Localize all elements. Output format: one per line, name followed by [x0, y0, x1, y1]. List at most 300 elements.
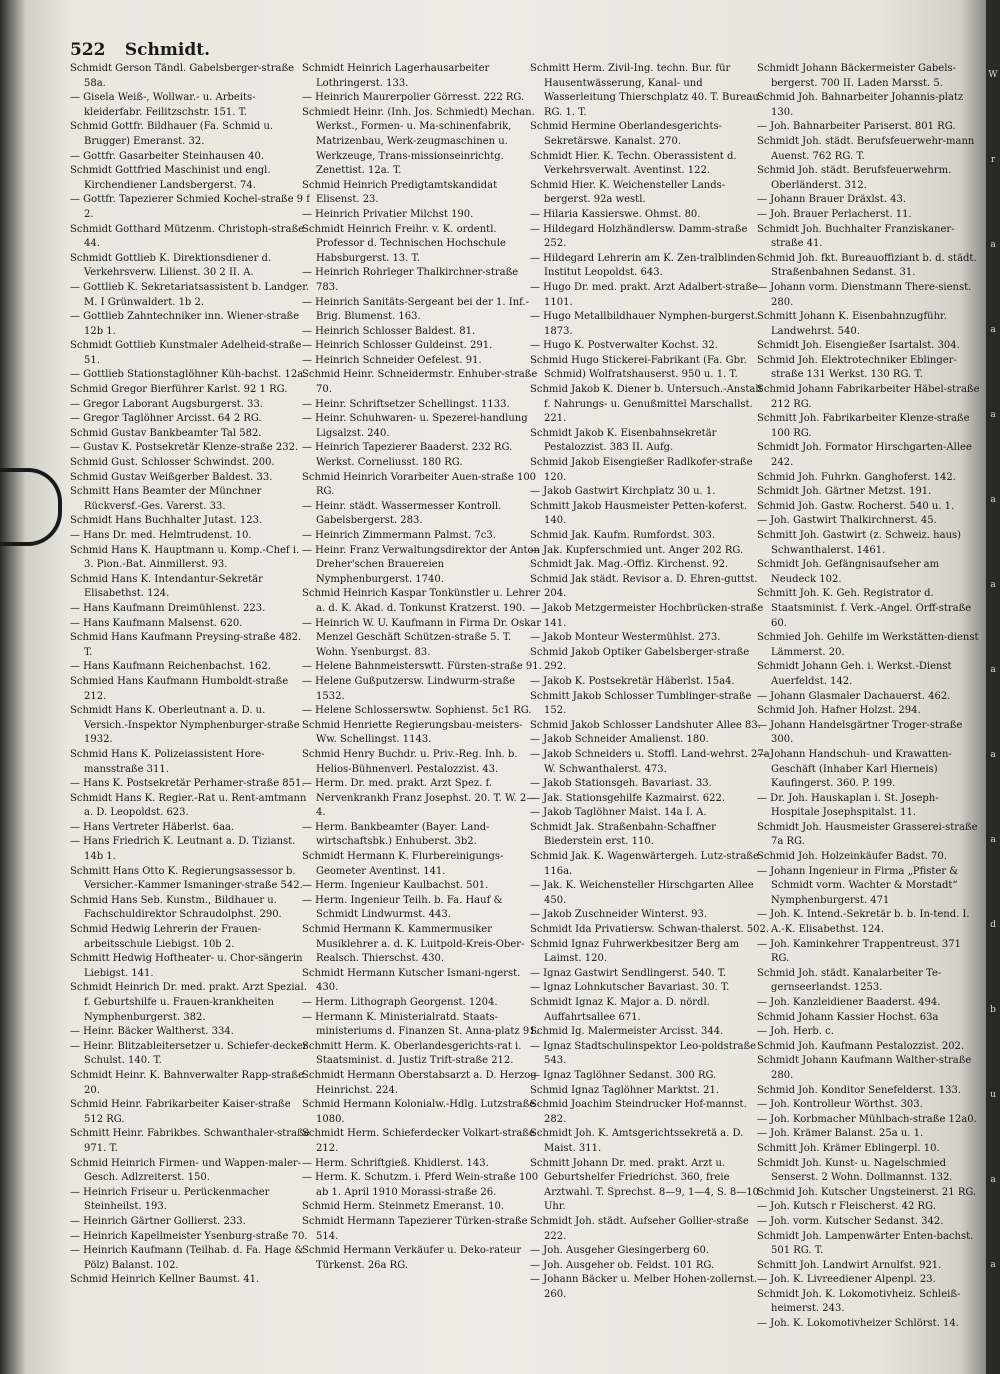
directory-entry: [530, 806, 770, 821]
directory-entry: [757, 1025, 982, 1040]
directory-entry: [530, 1040, 770, 1069]
entry-text: — Joh. Kaminkehrer Trappentreust. 371 RG.: [757, 938, 961, 965]
entry-text: — Hilaria Kassierswe. Ohmst. 80.: [530, 208, 701, 220]
directory-entry: [70, 1186, 310, 1215]
directory-entry: [530, 281, 770, 310]
entry-text: Schmid Joh. Konditor Senefelderst. 133.: [757, 1084, 962, 1096]
directory-entry: [70, 1127, 310, 1156]
directory-entry: [70, 1244, 310, 1273]
directory-entry: [530, 733, 770, 748]
directory-entry: [757, 1127, 982, 1142]
directory-entry: [530, 879, 770, 908]
directory-entry: [530, 179, 770, 208]
entry-text: Schmid Hans K. Polizeiassistent Hore-mansstraße 311.: [70, 748, 265, 775]
directory-entry: [530, 1215, 770, 1244]
entry-text: Schmid Heinrich Predigtamtskandidat Elisenst. 23.: [302, 179, 498, 206]
entry-text: Schmidt Heinrich Freihr. v. K. ordentl. Professor d. Technischen Hochschule Habsburgerst. 13. T.: [302, 223, 506, 264]
margin-letter: W: [988, 70, 998, 80]
entry-text: Schmitt Herm. Zivil-Ing. techn. Bur. für Hausentwässerung, Kanal- und Wasserleitung Thierschplatz 40. T. Bureau RG. 1. T.: [530, 63, 759, 118]
entry-text: Schmidt Joh. Hausmeister Grasserei-straße 7a RG.: [757, 821, 978, 848]
entry-text: — Heinrich Rohrleger Thalkirchner-straße 783.: [302, 267, 519, 293]
directory-entry: [302, 441, 542, 470]
directory-entry: [757, 690, 982, 705]
directory-entry: [530, 573, 770, 602]
directory-entry: [530, 981, 770, 996]
directory-entry: [757, 1040, 982, 1055]
entry-text: Schmid Gregor Bierführer Karlst. 92 1 RG.: [70, 384, 288, 396]
entry-text: Schmidt Joh. Buchhalter Franziskaner-straße 41.: [757, 223, 955, 250]
directory-entry: [70, 835, 310, 864]
entry-text: Schmid Joh. Fuhrkn. Ganghoferst. 142.: [757, 471, 956, 483]
directory-entry: [70, 252, 310, 281]
directory-entry: [70, 62, 310, 91]
entry-text: — Hans Kaufmann Malsenst. 620.: [70, 617, 243, 629]
directory-entry: [757, 1186, 982, 1201]
entry-text: Schmid Henriette Regierungsbau-meisters-Ww. Schellingst. 1143.: [302, 719, 523, 746]
entry-text: — Heinrich Gärtner Gollierst. 233.: [70, 1215, 246, 1227]
entry-text: — Hans Friedrich K. Leutnant a. D. Tizianst. 14b 1.: [70, 836, 296, 863]
entry-text: Schmid Gustav Bankbeamter Tal 582.: [70, 427, 262, 439]
directory-entry: [757, 865, 982, 909]
entry-text: Schmitt Joh. Krämer Eblingerpl. 10.: [757, 1142, 940, 1154]
directory-entry: [70, 631, 310, 660]
entry-text: Schmidt Hermann Oberstabsarzt a. D. Herzog Heinrichst. 224.: [302, 1069, 537, 1096]
entry-text: Schmid Ig. Malermeister Arcisst. 344.: [530, 1026, 724, 1038]
directory-entry: [302, 325, 542, 340]
entry-text: — Joh. Bahnarbeiter Pariserst. 801 RG.: [757, 121, 956, 133]
entry-text: Schmidt Jak. Straßenbahn-Schaffner Biederstein erst. 110.: [530, 821, 716, 848]
entry-text: — Hermann K. Ministerialratd. Staats-ministeriums d. Finanzen St. Anna-platz 91.: [302, 1011, 539, 1038]
directory-entry: [70, 339, 310, 368]
directory-entry: [302, 529, 542, 544]
directory-entry: [757, 354, 982, 383]
entry-text: — Hans Kaufmann Reichenbachst. 162.: [70, 661, 271, 673]
entry-text: — Johann Handschuh- und Krawatten-Geschäft (Inhaber Karl Hierneis) Kaufingerst. 360. P. 199.: [757, 748, 952, 790]
entry-text: Schmitt Hans Otto K. Regierungsassessor b. Versicher.-Kammer Ismaninger-straße 542.: [70, 865, 303, 892]
entry-text: — Joh. Korbmacher Mühlbach-straße 12a0.: [757, 1113, 977, 1125]
entry-text: — Joh. Kanzleidiener Baaderst. 494.: [757, 997, 941, 1008]
entry-text: — Jak. K. Weichensteller Hirschgarten Allee 450.: [530, 880, 754, 906]
directory-entry: [70, 821, 310, 836]
entry-text: — Heinr. Schuhwaren- u. Spezerei-handlung Ligsalzst. 240.: [302, 413, 528, 439]
directory-entry: [302, 296, 542, 325]
margin-letter: d: [990, 920, 996, 930]
margin-letter: a: [990, 325, 996, 335]
entry-text: Schmidt Hans Buchhalter Jutast. 123.: [70, 515, 263, 527]
directory-entry: [530, 967, 770, 982]
directory-entry: [757, 135, 982, 164]
entry-text: — Joh. Kutsch r Fleischerst. 42 RG.: [757, 1201, 936, 1213]
entry-text: — Heinr. städt. Wassermesser Kontroll. Gabelsbergerst. 283.: [302, 500, 502, 527]
directory-entry: [530, 821, 770, 850]
entry-text: — Heinrich Schlosser Baldest. 81.: [302, 325, 476, 337]
directory-entry: [757, 1259, 982, 1274]
directory-entry: [70, 514, 310, 529]
entry-text: — Johann Glasmaler Dachauerst. 462.: [757, 690, 951, 702]
directory-entry: [70, 310, 310, 339]
entry-text: — Joh. Krämer Balanst. 25a u. 1.: [757, 1128, 924, 1140]
entry-text: Schmidt Joh. Lampenwärter Enten-bachst. 501 RG. T.: [757, 1230, 974, 1257]
entry-text: — Gottfr. Tapezierer Schmied Kochel-straße 9 f 2.: [70, 194, 310, 220]
directory-entry: [530, 1098, 770, 1127]
entry-text: Schmid Jakob Eisengießer Radlkofer-straße 120.: [530, 457, 753, 483]
directory-entry: [70, 1215, 310, 1230]
directory-entry: [70, 792, 310, 821]
entry-text: Schmidt Heinrich Dr. med. prakt. Arzt Spezial. f. Geburtshilfe u. Frauen-krankheiten Nymphenburgerst. 382.: [70, 982, 307, 1023]
entry-text: — Helene Schlosserswtw. Sophienst. 5c1 RG.: [302, 705, 532, 717]
directory-entry: [530, 544, 770, 559]
entry-text: Schmid Ignaz Taglöhner Marktst. 21.: [530, 1084, 720, 1096]
directory-entry: [302, 821, 542, 850]
entry-text: Schmidt Joh. Eisengießer Isartalst. 304.: [757, 340, 960, 352]
entry-text: — Joh. K. Lokomotivheizer Schlörst. 14.: [757, 1318, 959, 1330]
running-head: Schmidt.: [124, 40, 210, 60]
entry-text: — Ignaz Stadtschulinspektor Leo-poldstraße 543.: [530, 1040, 757, 1067]
directory-entry: [302, 1244, 542, 1273]
entry-text: — Herm. Ingenieur Teilh. b. Fa. Hauf & Schmidt Lindwurmst. 443.: [302, 894, 503, 921]
directory-entry: [302, 660, 542, 675]
directory-entry: [70, 223, 310, 252]
margin-letter: a: [990, 1260, 996, 1270]
entry-text: — Gottlieb K. Sekretariatsassistent b. Landger. M. I Grünwaldert. 1b 2.: [70, 281, 310, 308]
directory-entry: [70, 675, 310, 704]
directory-entry: [70, 660, 310, 675]
entry-text: — Jakob K. Postsekretär Häberlst. 15a4.: [530, 675, 735, 687]
directory-entry: [757, 908, 982, 937]
entry-text: — Hans K. Postsekretär Perhamer-straße 851.: [70, 778, 305, 790]
directory-entry: [70, 91, 310, 120]
entry-text: — Heinrich Kapellmeister Ysenburg-straße 70.: [70, 1230, 308, 1242]
entry-text: — Gregor Taglöhner Arcisst. 64 2 RG.: [70, 413, 262, 425]
directory-entry: [70, 602, 310, 617]
entry-text: — Joh. Brauer Perlacherst. 11.: [757, 208, 912, 220]
directory-entry: [302, 223, 542, 267]
directory-entry: [70, 544, 310, 573]
page-number: 522: [70, 40, 106, 60]
entry-text: — Joh. K. Livreediener Alpenpl. 23.: [757, 1274, 936, 1286]
directory-entry: [530, 456, 770, 485]
entry-text: — Ignaz Lohnkutscher Bavariast. 30. T.: [530, 982, 730, 994]
directory-entry: [757, 252, 982, 281]
directory-entry: [757, 310, 982, 339]
entry-text: Schmid Hans K. Intendantur-Sekretär Elisabethst. 124.: [70, 573, 263, 600]
entry-text: — Herm. Ingenieur Kaulbachst. 501.: [302, 880, 489, 892]
directory-entry: [302, 208, 542, 223]
directory-entry: [70, 281, 310, 310]
directory-entry: [530, 938, 770, 967]
directory-entry: [302, 719, 542, 748]
entry-text: Schmid Jak städt. Revisor a. D. Ehren-guttst. 204.: [530, 573, 758, 600]
directory-entry: [70, 981, 310, 1025]
entry-text: — Helene Gußputzersw. Lindwurm-straße 1532.: [302, 675, 516, 702]
entry-text: Schmid Gottfr. Bildhauer (Fa. Schmid u. Brugger) Emeranst. 32.: [70, 121, 274, 147]
entry-text: — Joh. Herb. c.: [757, 1026, 834, 1038]
directory-entry: [530, 1025, 770, 1040]
directory-entry: [757, 1157, 982, 1186]
directory-entry: [302, 1011, 542, 1040]
entry-text: — Hildegard Lehrerin am K. Zen-tralblinden-Institut Leopoldst. 643.: [530, 252, 760, 279]
directory-entry: [530, 1127, 770, 1156]
entry-text: Schmid Hans Seb. Kunstm., Bildhauer u. Fachschuldirektor Schraudolphst. 290.: [70, 894, 282, 921]
directory-entry: [302, 1200, 542, 1215]
directory-entry: [70, 1098, 310, 1127]
margin-letter: a: [990, 410, 996, 420]
directory-entry: [757, 748, 982, 792]
entry-text: — Jakob Schneider Amalienst. 180.: [530, 734, 709, 746]
directory-entry: [530, 120, 770, 149]
entry-text: Schmid Heinr. Schneidermstr. Enhuber-straße 70.: [302, 369, 538, 396]
directory-entry: [757, 1011, 982, 1026]
directory-entry: [757, 938, 982, 967]
entry-text: Schmid Heinrich Vorarbeiter Auen-straße 100 RG.: [302, 471, 537, 498]
entry-text: Schmid Joachim Steindrucker Hof-mannst. 282.: [530, 1099, 747, 1125]
entry-text: — Heinrich Privatier Milchst 190.: [302, 208, 474, 220]
directory-entry: [530, 602, 770, 631]
directory-entry: [530, 339, 770, 354]
entry-text: — Jak. Stationsgehilfe Kazmairst. 622.: [530, 792, 726, 804]
entry-text: Schmid Hier. K. Weichensteller Lands-bergerst. 92a westl.: [530, 179, 726, 206]
directory-entry: [70, 1230, 310, 1245]
directory-entry: [530, 208, 770, 223]
column-1: [70, 62, 310, 1352]
directory-entry: [757, 996, 982, 1011]
margin-letter: u: [990, 1090, 996, 1100]
directory-entry: [757, 967, 982, 996]
directory-entry: [530, 150, 770, 179]
margin-letter: a: [990, 1175, 996, 1185]
entry-text: Schmid Ignaz Fuhrwerkbesitzer Berg am Laimst. 120.: [530, 938, 740, 965]
directory-entry: [302, 398, 542, 413]
directory-entry: [70, 441, 310, 456]
entry-text: — Ignaz Taglöhner Sedanst. 300 RG.: [530, 1069, 717, 1081]
directory-entry: [70, 398, 310, 413]
directory-entry: [530, 719, 770, 734]
entry-text: Schmidt Johann Geh. i. Werkst.-Dienst Auerfeldst. 142.: [757, 661, 952, 687]
entry-text: — Heinrich Sanitäts-Sergeant bei der 1. Inf.-Brig. Blumenst. 163.: [302, 296, 530, 323]
entry-text: Schmitt Herm. K. Oberlandesgerichts-rat i. Staatsminist. d. Justiz Trift-straße 212.: [302, 1040, 522, 1067]
directory-entry: [757, 441, 982, 470]
entry-text: — Gregor Laborant Augsburgerst. 33.: [70, 398, 263, 410]
entry-text: Schmidt Johann Bäckermeister Gabels-bergerst. 700 II. Laden Marsst. 5.: [757, 63, 956, 89]
entry-text: Schmitt Joh. Gastwirt (z. Schweiz. haus) Schwanthalerst. 1461.: [757, 530, 962, 556]
directory-entry: [530, 252, 770, 281]
directory-entry: [302, 106, 542, 179]
entry-text: Schmidt Hans K. Regier.-Rat u. Rent-amtmann a. D. Leopoldst. 623.: [70, 792, 307, 819]
entry-text: Schmid Jakob Schlosser Landshuter Allee 83.: [530, 719, 761, 731]
directory-entry: [530, 1157, 770, 1215]
directory-entry: [302, 412, 542, 441]
directory-entry: [70, 412, 310, 427]
entry-text: — Jakob Metzgermeister Hochbrücken-straße 141.: [530, 602, 764, 629]
entry-text: — Jakob Gastwirt Kirchplatz 30 u. 1.: [530, 486, 716, 498]
directory-entry: [530, 646, 770, 675]
directory-entry: [757, 339, 982, 354]
directory-entry: [70, 573, 310, 602]
entry-text: Schmidt Joh. städt. Berufsfeuerwehr-mann Auenst. 762 RG. T.: [757, 135, 975, 162]
entry-text: — Herm. Schriftgieß. Khidlerst. 143.: [302, 1157, 489, 1169]
directory-entry: [70, 193, 310, 222]
directory-entry: [70, 748, 310, 777]
directory-entry: [302, 704, 542, 719]
directory-entry: [302, 1127, 542, 1156]
directory-entry: [757, 660, 982, 689]
entry-text: Schmitt Johann K. Eisenbahnzugführ. Landwehrst. 540.: [757, 311, 947, 337]
entry-text: — Jakob Schneiders u. Stoffl. Land-wehrst. 27a W. Schwanthalerst. 473.: [530, 748, 770, 775]
directory-entry: [302, 894, 542, 923]
entry-text: — Jakob Stationsgeh. Bavariast. 33.: [530, 778, 712, 790]
column-2: [302, 62, 542, 1352]
directory-entry: [757, 850, 982, 865]
directory-entry: [70, 383, 310, 398]
directory-entry: [757, 383, 982, 412]
directory-entry: [757, 529, 982, 558]
entry-text: Schmidt Gottlieb K. Direktionsdiener d. Verkehrsverw. Lilienst. 30 2 II. A.: [70, 252, 272, 279]
margin-letter: a: [990, 580, 996, 590]
directory-entry: [757, 1098, 982, 1113]
entry-text: Schmid Joh. fkt. Bureauoffiziant b. d. städt. Straßenbahnen Sedanst. 31.: [757, 252, 977, 279]
entry-text: — Heinrich Schlosser Guldeinst. 291.: [302, 340, 493, 352]
directory-entry: [757, 1142, 982, 1157]
directory-entry: [302, 1069, 542, 1098]
directory-entry: [757, 1054, 982, 1083]
entry-text: — Jakob Taglöhner Maist. 14a I. A.: [530, 807, 707, 819]
entry-text: — Hugo Dr. med. prakt. Arzt Adalbert-straße 1101.: [530, 281, 758, 308]
entry-text: — Gottlieb Stationstaglöhner Küh-bachst. 12a.: [70, 369, 307, 381]
directory-entry: [302, 91, 542, 106]
directory-entry: [757, 704, 982, 719]
entry-text: Schmitt Jakob Hausmeister Petten-koferst. 140.: [530, 500, 748, 527]
entry-text: Schmitt Joh. Fabrikarbeiter Klenze-straße 100 RG.: [757, 413, 970, 439]
directory-entry: [757, 1230, 982, 1259]
entry-text: — Heinr. Bäcker Waltherst. 334.: [70, 1026, 234, 1038]
directory-entry: [302, 1098, 542, 1127]
entry-text: — Joh. Kontrolleur Wörthst. 303.: [757, 1099, 923, 1111]
entry-text: — Hans Vertreter Häberlst. 6aa.: [70, 821, 235, 833]
entry-text: — Gustav K. Postsekretär Klenze-straße 232.: [70, 442, 299, 454]
entry-text: — Johann Brauer Dräxlst. 43.: [757, 194, 907, 206]
entry-text: Schmidt Jak. Mag.-Offiz. Kirchenst. 92.: [530, 559, 729, 571]
entry-text: — Herm. Lithograph Georgenst. 1204.: [302, 997, 498, 1008]
directory-entry: [70, 952, 310, 981]
directory-entry: [302, 617, 542, 661]
directory-entry: [530, 908, 770, 923]
entry-text: Schmidt Heinr. K. Bahnverwalter Rapp-straße 20.: [70, 1069, 304, 1096]
directory-entry: [757, 120, 982, 135]
directory-entry: [530, 1273, 770, 1302]
entry-text: Schmidt Johann Kaufmann Walther-straße 280.: [757, 1055, 972, 1081]
directory-entry: [302, 1040, 542, 1069]
directory-entry: [530, 485, 770, 500]
directory-entry: [302, 471, 542, 500]
entry-text: — Heinrich W. U. Kaufmann in Firma Dr. Oskar Menzel Geschäft Schützen-straße 5. T. Wohn. Ysenburgst. 83.: [302, 617, 542, 658]
entry-text: — Johann Bäcker u. Melber Hohen-zollernst. 260.: [530, 1274, 758, 1300]
directory-entry: [70, 150, 310, 165]
entry-text: — Johann vorm. Dienstmann There-sienst. 280.: [757, 281, 972, 308]
entry-text: — Jakob Zuschneider Winterst. 93.: [530, 909, 708, 921]
directory-entry: [757, 1317, 982, 1332]
entry-text: Schmied Joh. Gehilfe im Werkstätten-dienst Lämmerst. 20.: [757, 632, 979, 658]
column-4: [757, 62, 982, 1352]
directory-entry: [302, 354, 542, 369]
entry-text: Schmidt Joh. Formator Hirschgarten-Allee 242.: [757, 442, 972, 469]
margin-letter: a: [990, 665, 996, 675]
page-edge: [986, 0, 1000, 1374]
directory-entry: [302, 339, 542, 354]
entry-text: — Heinrich Friseur u. Perückenmacher Steinheilst. 193.: [70, 1186, 270, 1213]
entry-text: Schmidt Joh. K. Amtsgerichtssekretä a. D. Maist. 311.: [530, 1128, 744, 1154]
directory-entry: [530, 529, 770, 544]
directory-entry: [530, 310, 770, 339]
entry-text: Schmid Jakob K. Diener b. Untersuch.-Anstalt f. Nahrungs- u. Genußmittel Marschallst. 221.: [530, 384, 763, 425]
entry-text: Schmid Joh. Kaufmann Pestalozzist. 202.: [757, 1040, 965, 1052]
directory-entry: [70, 120, 310, 149]
entry-text: Schmidt Gottlieb Kunstmaler Adelheid-straße 51.: [70, 340, 302, 366]
directory-entry: [302, 777, 542, 821]
directory-entry: [530, 675, 770, 690]
directory-entry: [302, 544, 542, 588]
directory-entry: [530, 500, 770, 529]
entry-text: Schmid Hedwig Lehrerin der Frauen-arbeitsschule Liebigst. 10b 2.: [70, 924, 261, 950]
entry-text: — Ignaz Gastwirt Sendlingerst. 540. T.: [530, 967, 727, 979]
margin-letter: b: [990, 1005, 996, 1015]
directory-entry: [70, 894, 310, 923]
entry-text: Schmid Joh. Kutscher Ungsteinerst. 21 RG.: [757, 1186, 977, 1198]
directory-entry: [70, 164, 310, 193]
entry-text: — Joh. Ausgeher Giesingerberg 60.: [530, 1245, 709, 1257]
entry-text: — Gottfr. Gasarbeiter Steinhausen 40.: [70, 150, 265, 162]
entry-text: — Heinrich Maurerpolier Görresst. 222 RG.: [302, 92, 525, 104]
entry-text: Schmidt Hermann Kutscher Ismani-ngerst. 430.: [302, 967, 521, 994]
directory-entry: [302, 587, 542, 616]
entry-text: Schmitt Heinr. Fabrikbes. Schwanthaler-straße 971. T.: [70, 1128, 310, 1154]
entry-text: Schmidt Joh. Gärtner Metzst. 191.: [757, 486, 932, 498]
entry-text: Schmidt Heinrich Lagerhausarbeiter Lothringerst. 133.: [302, 63, 490, 89]
directory-entry: [302, 996, 542, 1011]
entry-text: — Hildegard Holzhändlersw. Damm-straße 252.: [530, 223, 748, 250]
entry-text: — Joh. vorm. Kutscher Sedanst. 342.: [757, 1215, 944, 1227]
margin-letter: a: [990, 240, 996, 250]
entry-text: Schmidt Gotthard Mützenm. Christoph-straße 44.: [70, 223, 305, 250]
directory-entry: [302, 179, 542, 208]
directory-entry: [530, 427, 770, 456]
entry-text: Schmidt Hans K. Oberleutnant a. D. u. Versich.-Inspektor Nymphenburger-straße 1932.: [70, 705, 300, 746]
entry-text: Schmid Jak. K. Wagenwärtergeh. Lutz-straße 116a.: [530, 851, 759, 877]
directory-entry: [757, 1113, 982, 1128]
entry-text: — Dr. Joh. Hauskaplan i. St. Joseph-Hospitale Josephspitalst. 11.: [757, 792, 939, 819]
entry-text: — Joh. Ausgeher ob. Feldst. 101 RG.: [530, 1259, 715, 1271]
entry-text: — Heinrich Zimmermann Palmst. 7c3.: [302, 530, 496, 541]
directory-entry: [302, 850, 542, 879]
entry-text: Schmid Joh. städt. Berufsfeuerwehrm. Oberländerst. 312.: [757, 165, 952, 191]
directory-entry: [530, 223, 770, 252]
entry-text: Schmid Heinrich Kellner Baumst. 41.: [70, 1274, 260, 1286]
directory-entry: [530, 354, 770, 383]
directory-entry: [70, 485, 310, 514]
directory-entry: [757, 1200, 982, 1215]
directory-entry: [757, 1288, 982, 1317]
entry-text: Schmidt Jakob K. Eisenbahnsekretär Pestalozzist. 383 II. Aufg.: [530, 427, 717, 454]
entry-text: Schmid Johann Kassier Hochst. 63a: [757, 1011, 939, 1023]
directory-entry: [530, 792, 770, 807]
entry-text: Schmidt Joh. K. Lokomotivheiz. Schleiß-heimerst. 243.: [757, 1288, 961, 1315]
entry-text: Schmidt Gottfried Maschinist und engl. Kirchendiener Landsbergerst. 74.: [70, 165, 271, 191]
entry-text: Schmid Hermann K. Kammermusiker Musiklehrer a. d. K. Luitpold-Kreis-Ober-Realsch. Thierschst. 430.: [302, 924, 525, 965]
entry-text: Schmid Joh. Bahnarbeiter Johannis-platz 130.: [757, 92, 964, 118]
directory-entry: [70, 923, 310, 952]
entry-text: — Heinrich Schneider Oefelest. 91.: [302, 354, 482, 366]
entry-text: — Jakob Monteur Westermühlst. 273.: [530, 632, 721, 644]
directory-entry: [757, 514, 982, 529]
